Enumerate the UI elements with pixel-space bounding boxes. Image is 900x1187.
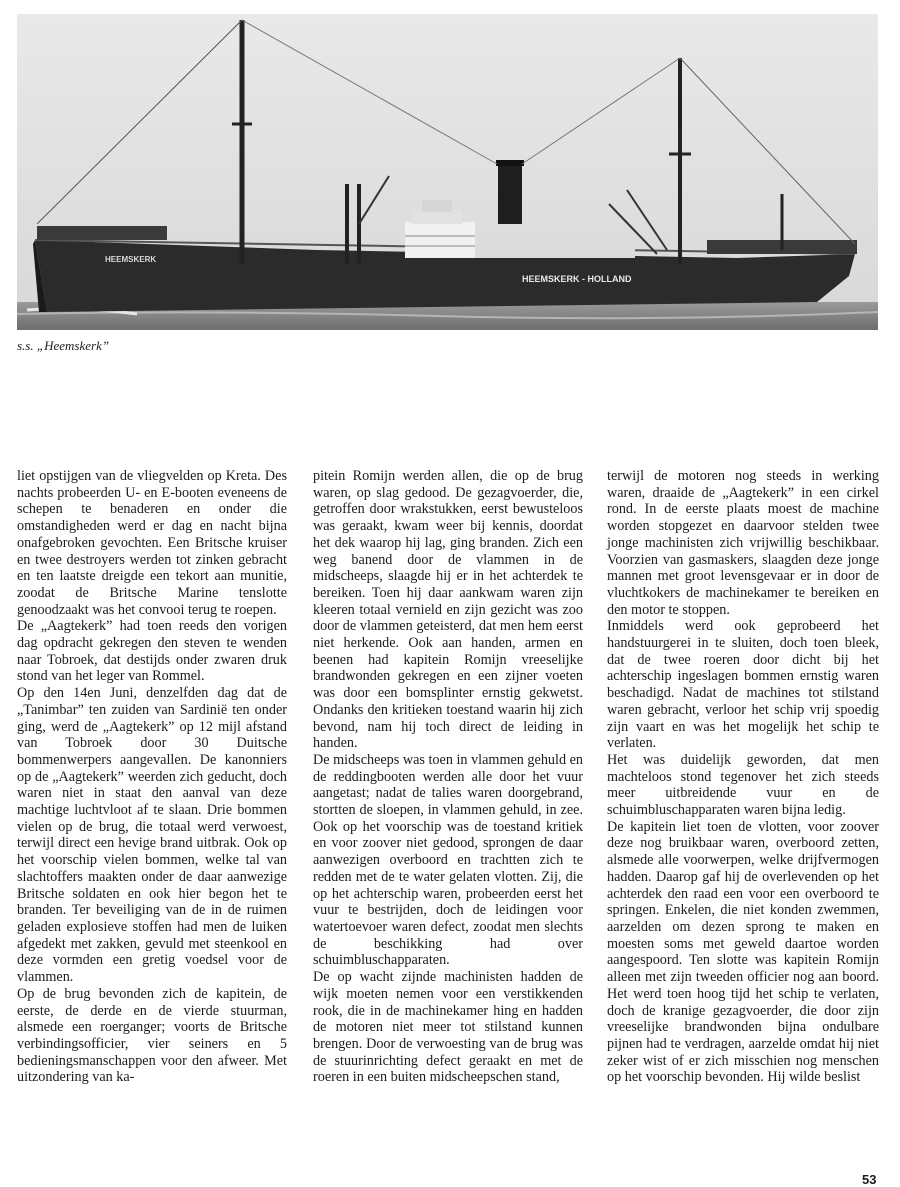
hull-name-bow: HEEMSKERK — [105, 255, 157, 264]
page-number: 53 — [862, 1172, 877, 1187]
text-column-3 — [607, 468, 879, 1086]
ship-photo — [17, 14, 878, 330]
photo-caption: s.s. „Heemskerk” — [17, 338, 110, 353]
paragraph: De op wacht zijnde machinisten hadden de wijk moeten nemen voor een verstikkenden rook, die in de machinekamer hing en hadden de motoren niet meer tot stilstand kunnen brengen. Door de verwoesting van de brug was de stuurinrichting defect geraakt en met de roeren in een buiten midscheepschen stand, — [313, 969, 583, 1086]
paragraph: De midscheeps was toen in vlammen gehuld en de reddingbooten werden alle door het vuur aangetast; nadat de talies waren doorgebrand, stortten de sloepen, in vlammen gehuld, in zee. Ook op het voorschip was de toestand kritiek en voor zoover niet gedood, sprongen de daar aanwezigen overboord en trachtten zich te redden met de te water gelaten vlotten. Zij, die op het achterschip waren, probeerden eerst het vuur te bestrijden, doch de leidingen voor watertoevoer waren defect, zoodat men slechts de beschikking had over schuimbluschapparaten. — [313, 751, 583, 969]
paragraph: De kapitein liet toen de vlotten, voor zoover deze nog bruikbaar waren, overboord zetten, alsmede alle voorwerpen, welke drijfvermogen hadden. Daarop gaf hij de overlevenden op het achterdek den raad een voor een overboord te springen. Enkelen, die niet konden zwemmen, aarzelden om dezen sprong te maken en moesten soms met geweld daartoe worden aangespoord. Ten slotte was kapitein Romijn alleen met zijn tweeden officier nog aan boord. Het werd toen hoog tijd het schip te verlaten, doch de kranige gezagvoerder, die door zijn vreeselijke brandwonden bijna ondulbare pijnen had te verdragen, aarzelde omdat hij niet zeker wist of er zich misschien nog menschen op het voorschip bevonden. Hij wilde beslist — [607, 818, 879, 1086]
hull-name-side: HEEMSKERK - HOLLAND — [522, 274, 632, 284]
paragraph: Inmiddels werd ook geprobeerd het handstuurgerei in te sluiten, doch toen bleek, dat de twee roeren door dicht bij het achterschip ingeslagen bommen ernstig waren beschadigd. Nadat de machines tot stilstand waren gebracht, verloor het schip vrij spoedig zijn vaart en was het mogelijk het schip te verlaten. — [607, 618, 879, 752]
ship-illustration — [17, 14, 878, 330]
text-column-2 — [313, 468, 583, 1086]
paragraph: pitein Romijn werden allen, die op de brug waren, op slag gedood. De gezagvoerder, die, getroffen door wrakstukken, eerst bewusteloos was geraakt, kwam weer bij kennis, doordat het dek waarop hij lag, ging branden. Zich een weg banend door de vlammen in de midscheeps, slaagde hij er in het achterdek te bereiken. Toen hij daar aankwam waren zijn kleeren totaal vernield en zijn gezicht was zoo door de vlammen geteisterd, dat men hem eerst niet herkende. Ook aan handen, armen en beenen had kapitein Romijn vreeselijke brandwonden gekregen en een zijner voeten was door een bomsplinter ernstig gekwetst. Ondanks den kritieken toestand waarin hij zich bevond, nam hij toch direct de leiding in handen. — [313, 468, 583, 752]
paragraph: De „Aagtekerk” had toen reeds den vorigen dag opdracht gekregen den steven te wenden naar Tobroek, dat destijds onder zwaren druk stond van het leger van Rommel. — [17, 618, 287, 685]
paragraph: liet opstijgen van de vliegvelden op Kreta. Des nachts probeerden U- en E-booten eveneens de schepen te benaderen en onder die omstandigheden werd er dag en nacht bijna onafgebroken gevochten. Een Britsche kruiser en twee destroyers werden tot zinken gebracht en ten laatste dreigde een tekort aan munitie, zoodat de Britsche Marine tenslotte genoodzaakt was het convooi terug te roepen. — [17, 468, 287, 618]
paragraph: Op den 14en Juni, denzelfden dag dat de „Tanimbar” ten zuiden van Sardinië ten onder ging, werd de „Aagtekerk” op 12 mijl afstand van Tobroek door 30 Duitsche bommenwerpers aangevallen. De kanonniers op de „Aagtekerk” weerden zich geducht, doch waren niet in staat den aanval van deze machtige luchtvloot af te slaan. Drie bommen vielen op de brug, die totaal werd verwoest, terwijl direct een hevige brand uitbrak. Ook op het voorschip vielen bommen, welke tal van slachtoffers maakten onder de daar aanwezige Britsche soldaten en ook hier begon het te branden. Ter beveiliging van de in de ruimen geladen explosieve stoffen had men de luiken afgedekt met zakken, gevuld met steenkool en deze vormden een gretig voedsel voor de vlammen. — [17, 685, 287, 986]
paragraph: Op de brug bevonden zich de kapitein, de eerste, de derde en de vierde stuurman, alsmede een roerganger; voorts de Britsche verbindingsofficier, vier seiners en 5 bedieningsmanschappen voor den afweer. Met uitzondering van ka- — [17, 985, 287, 1086]
paragraph: Het was duidelijk geworden, dat men machteloos stond tegenover het zich steeds meer uitbreidende vuur en de schuimbluschapparaten waren bijna ledig. — [607, 751, 879, 819]
paragraph: terwijl de motoren nog steeds in werking waren, draaide de „Aagtekerk” in een cirkel rond. In de eerste plaats moest de machine worden stopgezet en daarvoor stelden twee jonge machinisten zich vrijwillig beschikbaar. Voorzien van gasmaskers, slaagden deze jonge mannen met groot levensgevaar er in door de vluchtkokers de machinekamer te bereiken en den motor te stoppen. — [607, 468, 879, 618]
text-column-1 — [17, 468, 287, 1086]
